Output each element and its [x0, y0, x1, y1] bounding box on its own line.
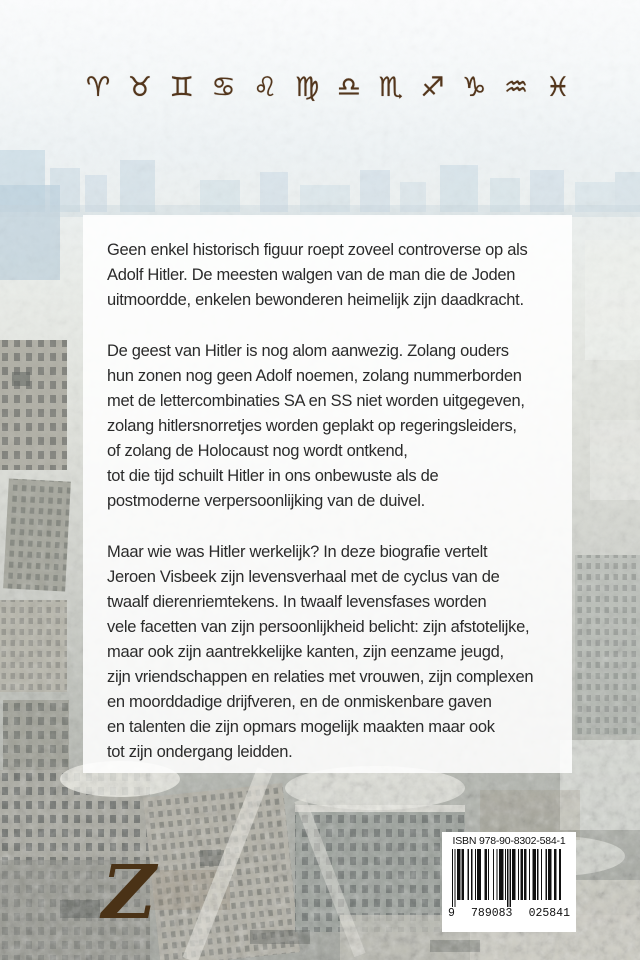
ean-barcode — [452, 849, 566, 907]
capricorn-icon: ♑ — [462, 71, 487, 103]
text-line: tot die tijd schuilt Hitler in ons onbewuste als de — [107, 467, 439, 485]
taurus-icon: ♉ — [127, 71, 153, 103]
cancer-icon: ♋ — [211, 71, 236, 103]
scorpio-icon: ♏ — [378, 71, 403, 103]
barcode-block — [442, 832, 576, 932]
text-line: en moorddadige drijfveren, en de onmiskenbare gaven — [107, 693, 492, 711]
zodiac-strip — [86, 70, 570, 104]
libra-icon: ♎ — [336, 71, 361, 103]
leo-icon: ♌ — [253, 71, 278, 103]
text-line: tot zijn ondergang leidden. — [107, 743, 293, 761]
isbn-label: ISBN 978-90-8302-584-1 — [452, 835, 566, 847]
aquarius-icon: ♒ — [503, 71, 529, 103]
text-line: maar ook zijn aantrekkelijke kanten, zijn eenzame jeugd, — [107, 643, 504, 661]
pisces-icon: ♓ — [545, 71, 570, 103]
gemini-icon: ♊ — [169, 71, 194, 103]
text-line: Geen enkel historisch figuur roept zoveel controverse op als — [107, 241, 528, 259]
text-line: Adolf Hitler. De meesten walgen van de man die de Joden — [107, 266, 516, 284]
text-line: De geest van Hitler is nog alom aanwezig. Zolang ouders — [107, 342, 509, 360]
text-line: hun zonen nog geen Adolf noemen, zolang nummerborden — [107, 367, 522, 385]
blurb-panel — [83, 215, 572, 773]
text-line: postmoderne verpersoonlijking van de duivel. — [107, 492, 425, 510]
text-line: uitmoordde, enkelen bewonderen heimelijk zijn daadkracht. — [107, 291, 524, 309]
paragraph — [107, 238, 560, 313]
ean-digit-group: 025841 — [528, 907, 570, 920]
text-line: zijn vriendschappen en relaties met vrouwen, zijn complexen — [107, 668, 534, 686]
ean-digit-group: 9 — [448, 907, 455, 920]
text-line: Maar wie was Hitler werkelijk? In deze biografie vertelt — [107, 543, 488, 561]
text-line: vele facetten van zijn persoonlijkheid belicht: zijn afstotelijke, — [107, 618, 530, 636]
ean-digits — [446, 908, 572, 920]
virgo-icon: ♍ — [294, 71, 320, 103]
text-line: met de lettercombinaties SA en SS niet worden uitgegeven, — [107, 392, 525, 410]
text-line: en talenten die zijn opmars mogelijk maakten maar ook — [107, 718, 495, 736]
aries-icon: ♈ — [86, 71, 111, 103]
paragraph — [107, 339, 560, 514]
sagittarius-icon: ♐ — [420, 71, 445, 103]
text-line: Jeroen Visbeek zijn levensverhaal met de cyclus van de — [107, 568, 500, 586]
ean-digit-group: 789083 — [471, 907, 513, 920]
text-line: of zolang de Holocaust nog wordt ontkend, — [107, 442, 408, 460]
paragraph — [107, 540, 560, 765]
publisher-z-logo: Z — [102, 850, 157, 936]
text-line: zolang hitlersnorretjes worden geplakt op regeringsleiders, — [107, 417, 517, 435]
text-line: twaalf dierenriemtekens. In twaalf levensfases worden — [107, 593, 487, 611]
